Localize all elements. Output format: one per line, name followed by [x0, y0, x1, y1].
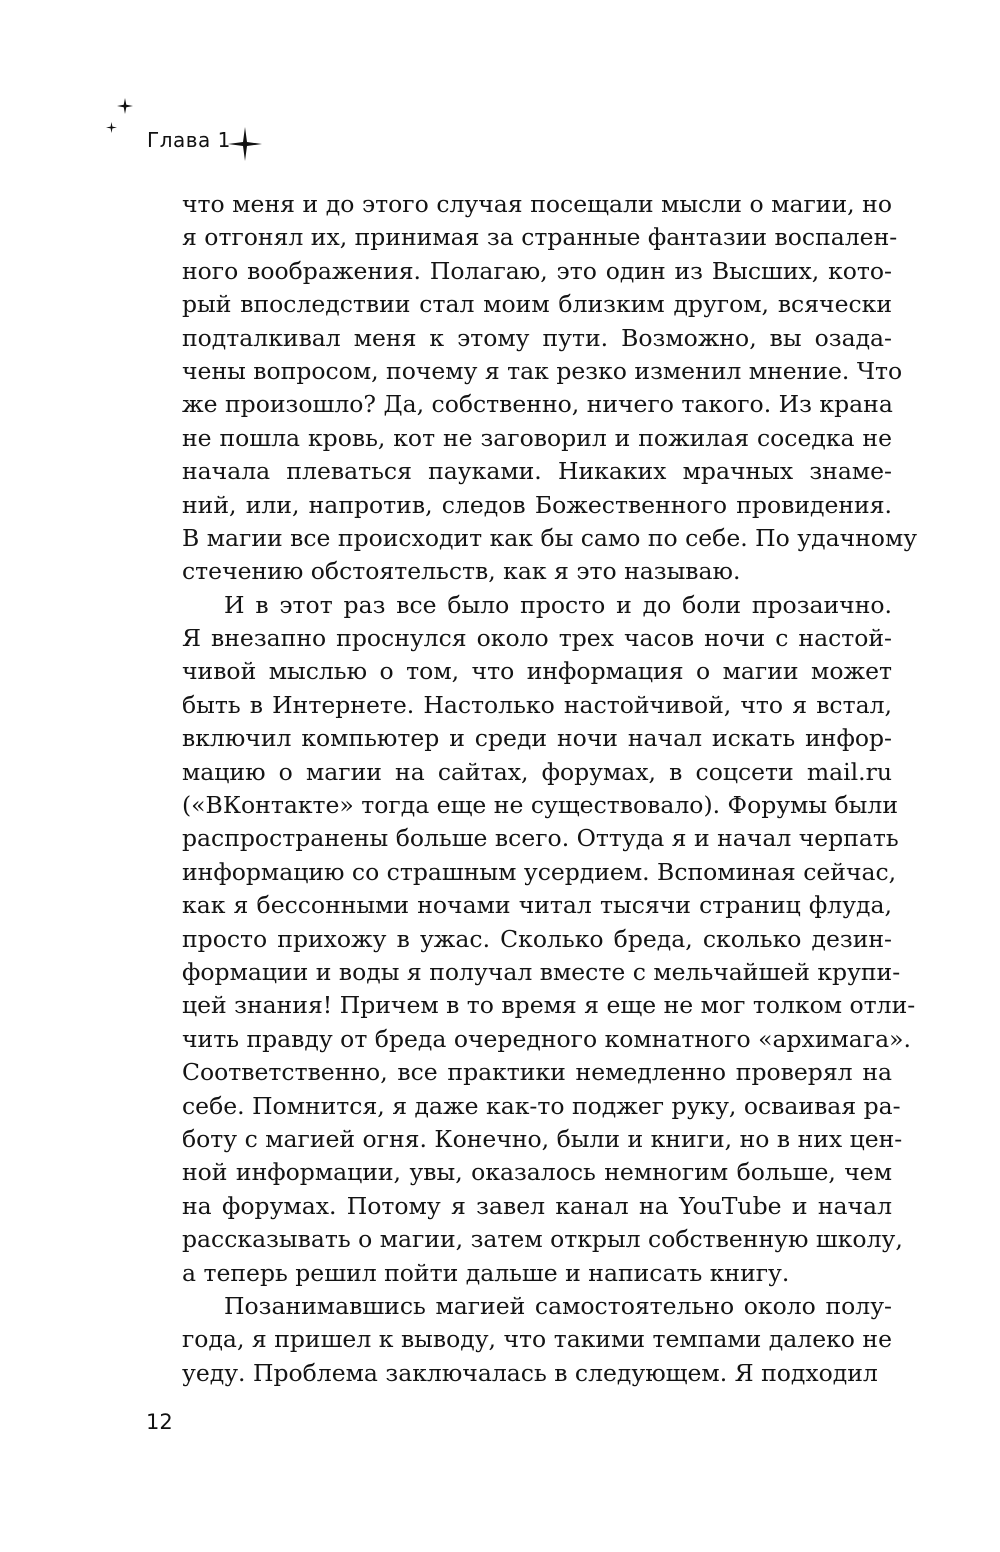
chapter-title: Глава 1 [147, 128, 231, 152]
text-line: как я бессонными ночами читал тысячи страниц флуда, [182, 891, 892, 920]
text-line: что меня и до этого случая посещали мысли о магии, но [182, 190, 892, 218]
text-line: распространены больше всего. Оттуда я и начал черпать [182, 824, 899, 853]
text-line: я отгонял их, принимая за странные фантазии воспален- [182, 223, 898, 252]
text-line: начала плеваться пауками. Никаких мрачных знаме- [182, 457, 892, 486]
text-line: ного воображения. Полагаю, это один из Высших, кото- [182, 256, 892, 285]
four-point-star-icon [117, 98, 133, 114]
text-line: чивой мыслью о том, что информация о магии может [182, 657, 892, 686]
text-line: года, я пришел к выводу, что такими темпами далеко не [182, 1325, 892, 1354]
text-line: цей знания! Причем в то время я еще не мог толком отли- [182, 991, 916, 1020]
running-header [103, 96, 303, 176]
body-text [182, 188, 918, 1390]
text-line: боту с магией огня. Конечно, были и книги, но в них цен- [182, 1124, 903, 1153]
text-line: а теперь решил пойти дальше и написать книгу. [182, 1258, 790, 1287]
text-line: формации и воды я получал вместе с мельчайшей крупи- [182, 957, 901, 986]
paragraph [182, 1290, 892, 1390]
text-line: чены вопросом, почему я так резко изменил мнение. Что [182, 356, 903, 385]
text-line: («ВКонтакте» тогда еще не существовало). Форумы были [182, 791, 898, 820]
page-number: 12 [146, 1410, 173, 1434]
text-line: ний, или, напротив, следов Божественного провидения. [182, 490, 892, 519]
text-line: Я внезапно проснулся около трех часов ночи с настой- [182, 624, 892, 653]
text-line: просто прихожу в ужас. Сколько бреда, сколько дезин- [182, 924, 892, 953]
text-line: подталкивал меня к этому пути. Возможно, вы озада- [182, 323, 892, 352]
text-line: И в этот раз все было просто и до боли прозаично. [224, 590, 892, 619]
text-line: ной информации, увы, оказалось немногим больше, чем [182, 1158, 892, 1187]
text-line: включил компьютер и среди ночи начал искать инфор- [182, 724, 892, 753]
paragraph [182, 188, 918, 589]
text-line: Соответственно, все практики немедленно проверял на [182, 1058, 892, 1087]
text-line: информацию со страшным усердием. Вспоминая сейчас, [182, 857, 897, 886]
text-line: мацию о магии на сайтах, форумах, в соцсети mail.ru [182, 757, 892, 786]
four-point-star-icon [106, 122, 117, 133]
paragraph [182, 589, 916, 1290]
text-line: чить правду от бреда очередного комнатного «архимага». [182, 1024, 911, 1053]
text-line: уеду. Проблема заключалась в следующем. Я подходил [182, 1358, 878, 1387]
text-line: стечению обстоятельств, как я это называю. [182, 557, 741, 586]
text-line: не пошла кровь, кот не заговорил и пожилая соседка не [182, 423, 892, 452]
text-line: же произошло? Да, собственно, ничего такого. Из крана [182, 390, 893, 419]
text-line: себе. Помнится, я даже как-то поджег руку, осваивая ра- [182, 1091, 901, 1120]
text-line: быть в Интернете. Настолько настойчивой, что я встал, [182, 690, 892, 719]
four-point-star-icon [228, 127, 262, 161]
text-line: рый впоследствии стал моим близким другом, всячески [182, 290, 892, 319]
text-line: рассказывать о магии, затем открыл собственную школу, [182, 1225, 903, 1254]
text-line: на форумах. Потому я завел канал на YouTube и начал [182, 1191, 892, 1220]
text-line: Позанимавшись магией самостоятельно около полу- [224, 1291, 892, 1320]
text-line: В магии все происходит как бы само по себе. По удачному [182, 523, 918, 552]
